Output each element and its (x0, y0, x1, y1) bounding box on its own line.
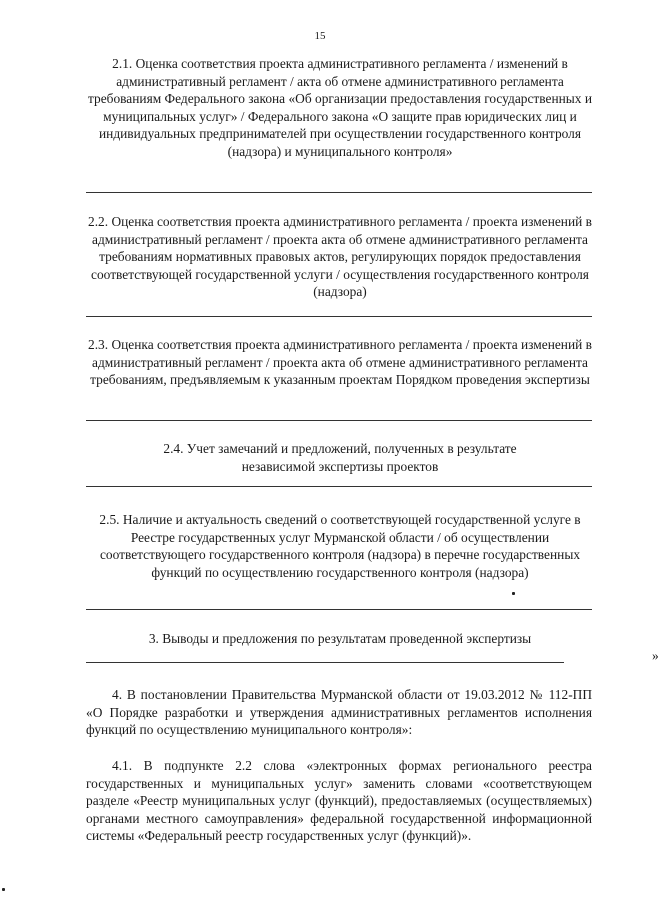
page-number: 15 (314, 30, 326, 42)
section-2-3-heading: 2.3. Оценка соответствия проекта административного регламента / проекта изменений в административный регламент / проекта акта об отмене административного регламента требованиям, предъявляемым к указанным проектам Порядком проведения экспертизы (88, 337, 592, 387)
section-2-1-heading: 2.1. Оценка соответствия проекта административного регламента / изменений в административный регламент / акта об отмене административного регламента требованиям Федерального закона «Об организации предоставления государственных и муниципальных услуг» / Федерального закона «О защите прав юридических лиц и индивидуальных предпринимателей при осуществлении государственного контроля (надзора) и муниципального контроля» (87, 56, 592, 159)
section-2-5-heading: 2.5. Наличие и актуальность сведений о соответствующей государственной услуге в Реестре государственных услуг Мурманской области / об осуществлении соответствующего государственного контроля (надзора) в перечне государственных функций по осуществлению государственного контроля (надзора) (99, 512, 581, 580)
section-2-4-rule (86, 486, 592, 487)
section-2-2-heading: 2.2. Оценка соответствия проекта административного регламента / проекта изменений в административный регламент / проекта акта об отмене административного регламента требованиям нормативных правовых актов, регулирующих порядок предоставления соответствующей государственной услуги / осуществления государственного контроля (надзора) (88, 214, 592, 299)
section-2-1-rule (86, 192, 592, 193)
section-2-5-rule (86, 609, 592, 610)
section-2-3-rule (86, 420, 592, 421)
scan-speck (512, 592, 515, 595)
blank-underline (86, 662, 564, 663)
scan-speck-corner (2, 888, 5, 891)
paragraph-4-1: 4.1. В подпункте 2.2 слова «электронных формах регионального реестра государственных и муниципальных услуг» заменить словами «соответствующем разделе «Реестр муниципальных услуг (функций), предоставляемых (осуществляемых) органами местного самоуправления» федеральной государственной информационной системы «Федеральный реестр государственных услуг (функций)». (86, 758, 592, 843)
section-2-2-rule (86, 316, 592, 317)
closing-quote: » (652, 648, 659, 663)
paragraph-4: 4. В постановлении Правительства Мурманской области от 19.03.2012 № 112-ПП «О Порядке разработки и утверждения административных регламентов исполнения функций по осуществлению муниципального контроля»: (86, 687, 592, 737)
section-3-heading: 3. Выводы и предложения по результатам проведенной экспертизы (148, 631, 532, 646)
section-2-4-heading: 2.4. Учет замечаний и предложений, полученных в результате независимой экспертизы проектов (163, 441, 517, 474)
